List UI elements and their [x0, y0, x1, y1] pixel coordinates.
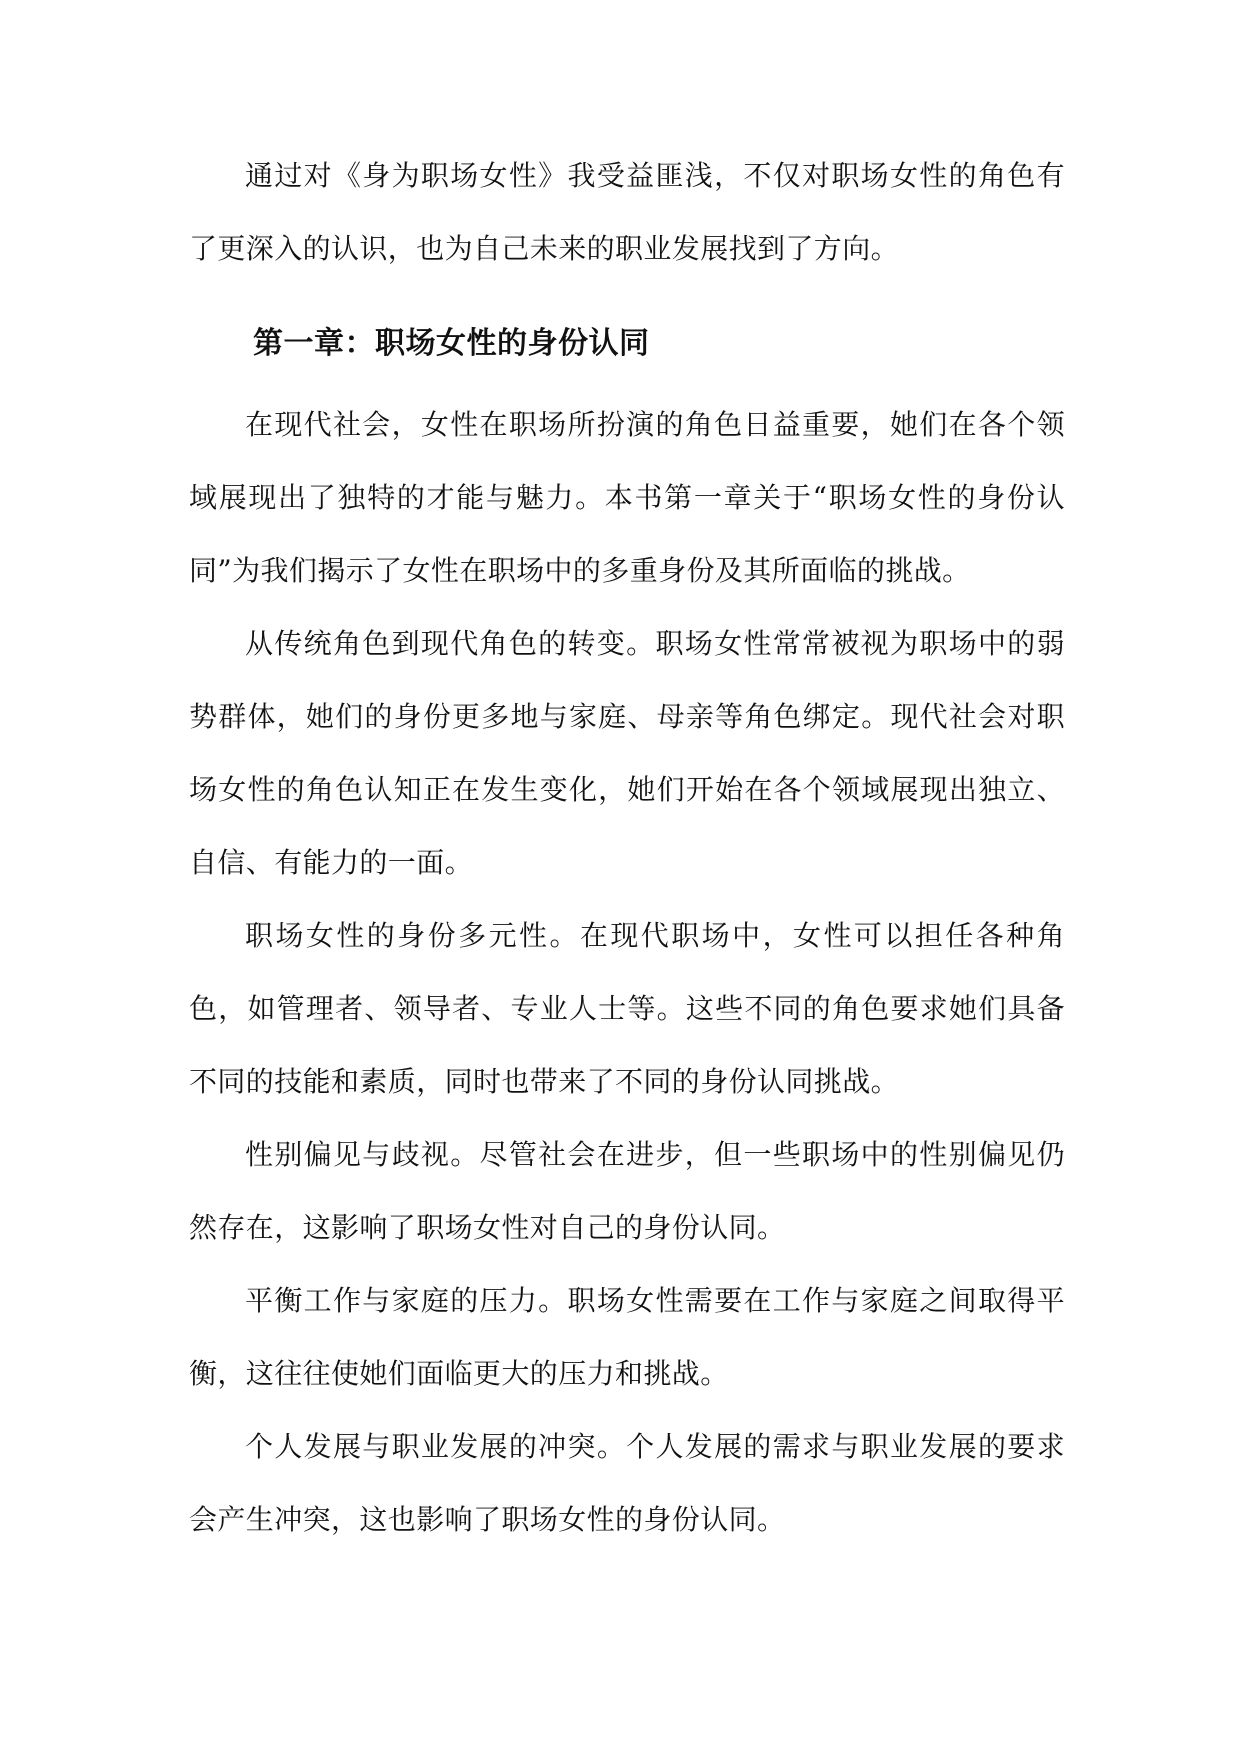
paragraph-2: 从传统角色到现代角色的转变。职场女性常常被视为职场中的弱势群体，她们的身份更多地与家庭、母亲等角色绑定。现代社会对职场女性的角色认知正在发生变化，她们开始在各个领域展现出独立、自信、有能力的一面。: [189, 627, 1065, 879]
paragraph-5: 平衡工作与家庭的压力。职场女性需要在工作与家庭之间取得平衡，这往往使她们面临更大的压力和挑战。: [189, 1284, 1065, 1390]
paragraph-6: 个人发展与职业发展的冲突。个人发展的需求与职业发展的要求会产生冲突，这也影响了职场女性的身份认同。: [189, 1430, 1065, 1536]
paragraph-3: 职场女性的身份多元性。在现代职场中，女性可以担任各种角色，如管理者、领导者、专业人士等。这些不同的角色要求她们具备不同的技能和素质，同时也带来了不同的身份认同挑战。: [189, 919, 1065, 1098]
chapter-heading: 第一章：职场女性的身份认同: [253, 326, 650, 361]
intro-paragraph: 通过对《身为职场女性》我受益匪浅，不仅对职场女性的角色有了更深入的认识，也为自己未来的职业发展找到了方向。: [189, 159, 1065, 265]
paragraph-4: 性别偏见与歧视。尽管社会在进步，但一些职场中的性别偏见仍然存在，这影响了职场女性对自己的身份认同。: [189, 1138, 1065, 1244]
paragraph-1: 在现代社会，女性在职场所扮演的角色日益重要，她们在各个领域展现出了独特的才能与魅力。本书第一章关于“职场女性的身份认同”为我们揭示了女性在职场中的多重身份及其所面临的挑战。: [189, 408, 1065, 587]
document-body: [189, 139, 1065, 1556]
